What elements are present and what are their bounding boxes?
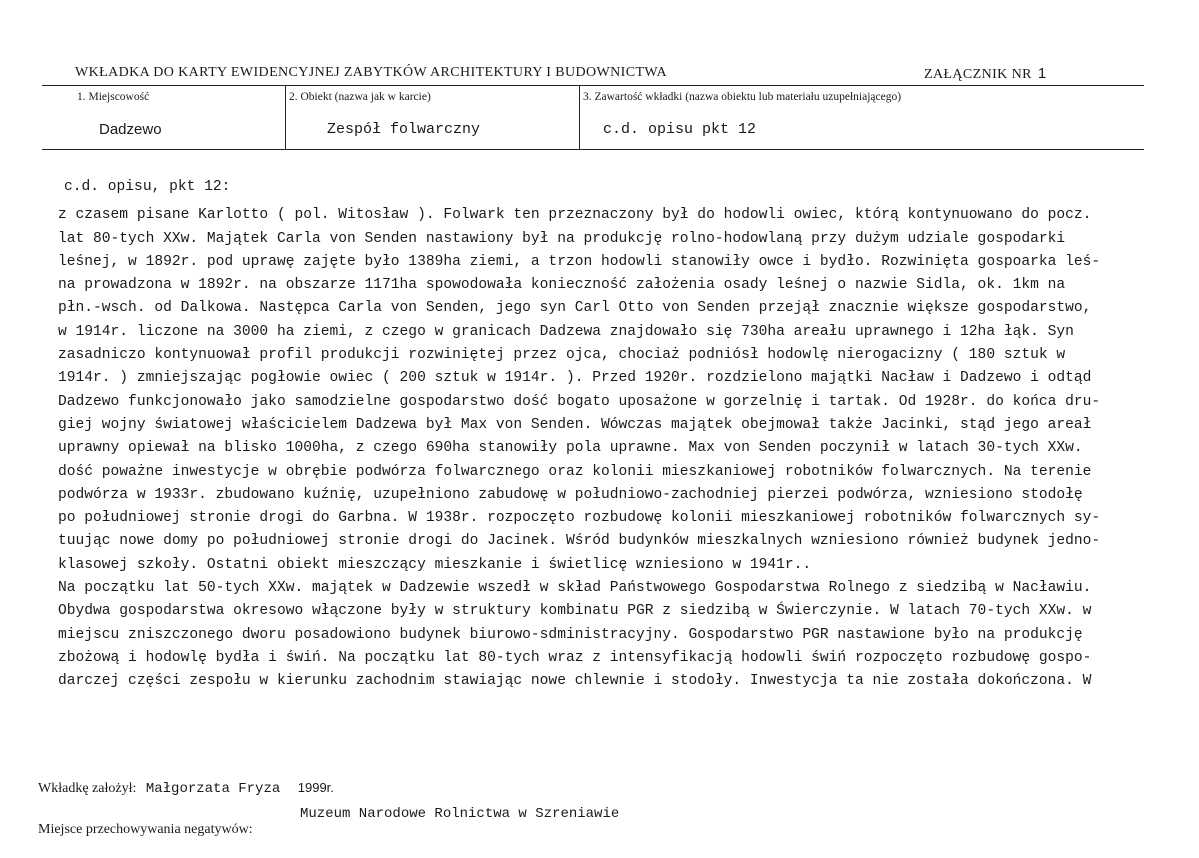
- field-divider-2: [579, 85, 580, 149]
- annex-label: ZAŁĄCZNIK NR: [924, 67, 1032, 82]
- field-value-object: Zespół folwarczny: [327, 121, 481, 138]
- author-line: [38, 780, 334, 797]
- field-value-insert-content: c.d. opisu pkt 12: [603, 121, 757, 138]
- body-line: lat 80-tych XXw. Majątek Carla von Senden nastawiony był na produkcję rolno-hodowlaną przy dużym udziale gospodarki: [58, 230, 1066, 247]
- body-line: podwórza w 1933r. zbudowano kuźnię, uzupełniono zabudowę w południowo-zachodniej pierzei podwórza, wzniesiono stodołę: [58, 486, 1083, 503]
- document-title: WKŁADKA DO KARTY EWIDENCYJNEJ ZABYTKÓW ARCHITEKTURY I BUDOWNICTWA: [75, 65, 667, 80]
- body-line: zbożową i hodowlę bydła i świń. Na początku lat 80-tych wraz z intensyfikacją hodowli świń rozpoczęto rozbudowę gospo-: [58, 649, 1092, 666]
- field-divider-1: [285, 85, 286, 149]
- field-label-insert-content: 3. Zawartość wkładki (nazwa obiektu lub materiału uzupełniającego): [583, 91, 902, 103]
- header-top-rule: [42, 85, 1144, 86]
- body-line: dość poważne inwestycje w obrębie podwórza folwarcznego oraz kolonii mieszkaniowej robotników folwarcznych. Na terenie: [58, 463, 1092, 480]
- annex-number: 1: [1037, 65, 1047, 82]
- storage-label: Miejsce przechowywania negatywów:: [38, 822, 253, 837]
- body-line: w 1914r. liczone na 3000 ha ziemi, z czego w granicach Dadzewa znajdowało się 730ha areału uprawnego i 12ha łąk. Syn: [58, 323, 1074, 340]
- author-year: 1999r.: [297, 780, 334, 795]
- body-line: Obydwa gospodarstwa okresowo włączone były w struktury kombinatu PGR z siedzibą w Świerczynie. W latach 70-tych XXw. w: [58, 603, 1092, 620]
- body-line: Dadzewo funkcjonowało jako samodzielne gospodarstwo dość bogato uposażone w gorzelnię i tartak. Od 1928r. do końca dru-: [58, 393, 1101, 410]
- body-line: płn.-wsch. od Dalkowa. Następca Carla von Senden, jego syn Carl Otto von Senden przejął znacznie większe gospodarstwo,: [58, 300, 1092, 317]
- header-bottom-rule: [42, 149, 1144, 150]
- body-line: 1914r. ) zmniejszając pogłowie owiec ( 200 sztuk w 1914r. ). Przed 1920r. rozdzielono majątki Nacław i Dadzewo i odtąd: [58, 370, 1092, 387]
- body-line: leśnej, w 1892r. pod uprawę zajęte było 1389ha ziemi, a trzon hodowli stanowiły owce i bydło. Rozwinięta gospoarka leś-: [58, 253, 1101, 270]
- body-line: po południowej stronie drogi do Garbna. W 1938r. rozpoczęto rozbudowę kolonii mieszkaniowej robotników folwarcznych sy-: [58, 510, 1101, 527]
- annex-heading: [924, 65, 1047, 83]
- field-value-locality: Dadzewo: [99, 121, 162, 138]
- continuation-heading: c.d. opisu, pkt 12:: [64, 179, 231, 195]
- body-line: darczej części zespołu w kierunku zachodnim stawiając nowe chlewnie i stodoły. Inwestycja ta nie została dokończona. W: [58, 673, 1092, 690]
- body-line: Na początku lat 50-tych XXw. majątek w Dadzewie wszedł w skład Państwowego Gospodarstwa Rolnego z siedzibą w Nacławiu.: [58, 580, 1092, 597]
- body-line: uprawny opiewał na blisko 1000ha, z czego 690ha stanowiły pola uprawne. Max von Senden poczynił w latach 30-tych XXw.: [58, 440, 1083, 457]
- storage-value: Muzeum Narodowe Rolnictwa w Szreniawie: [300, 806, 620, 822]
- body-line: zasadniczo kontynuował profil produkcji rozwiniętej przez ojca, chociaż podniósł hodowlę nierogacizny ( 180 sztuk w: [58, 347, 1066, 364]
- body-line: klasowej szkoły. Ostatni obiekt mieszczący mieszkanie i świetlicę wzniesiono w 1941r..: [58, 556, 812, 573]
- body-line: z czasem pisane Karlotto ( pol. Witosław ). Folwark ten przeznaczony był do hodowli owiec, którą kontynuowano do pocz.: [58, 207, 1092, 224]
- description-body: [58, 176, 1143, 694]
- body-line: tuując nowe domy po południowej stronie drogi do Jacinek. Wśród budynków mieszkalnych wzniesiono również budynek jedno-: [58, 533, 1101, 550]
- body-line: na prowadzona w 1892r. na obszarze 1171ha spowodowała konieczność założenia osady leśnej o nazwie Sidla, ok. 1km na: [58, 277, 1066, 294]
- body-line: miejscu zniszczonego dworu posadowiono budynek biurowo-sdministracyjny. Gospodarstwo PGR nastawione było na produkcję: [58, 626, 1083, 643]
- body-line: giej wojny światowej właścicielem Dadzewa był Max von Senden. Wówczas majątek obejmował także Jacinki, stąd jego areał: [58, 416, 1092, 433]
- field-label-locality: 1. Miejscowość: [77, 91, 150, 103]
- field-label-object: 2. Obiekt (nazwa jak w karcie): [289, 91, 431, 103]
- author-name: Małgorzata Fryza: [145, 781, 281, 797]
- author-label: Wkładkę założył:: [38, 781, 137, 796]
